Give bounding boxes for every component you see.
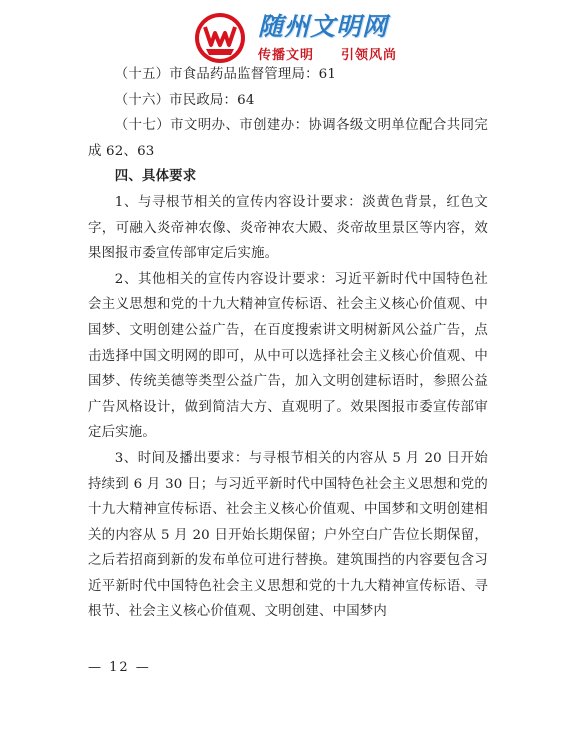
- site-slogan: 传播文明 引领风尚: [258, 48, 398, 63]
- paragraph: 1、与寻根节相关的宣传内容设计要求：淡黄色背景，红色文字，可融入炎帝神农像、炎帝神农大殿、炎帝故里景区等内容，效果图报市委宣传部审定后实施。: [88, 194, 488, 262]
- document-body: [88, 62, 488, 625]
- list-item: （十六）市民政局：64: [114, 92, 255, 108]
- list-item: （十五）市食品药品监督管理局：61: [114, 67, 337, 82]
- wenming-logo-icon: [193, 11, 247, 65]
- paragraph: 3、时间及播出要求：与寻根节相关的内容从 5 月 20 日开始持续到 6 月 30 日；与习近平新时代中国特色社会主义思想和党的十九大精神宣传标语、社会主义核心价值观、中国梦和文明创建相关的内容从 5 月 20 日开始长期保留；户外空白广告位长期保留，之后若招商到新的发布单位可进行替换。建筑围挡的内容要包含习近平新时代中国特色社会主义思想和党的十九大精神宣传标语、寻根节、社会主义核心价值观、文明创建、中国梦内: [88, 450, 488, 620]
- paragraph: 2、其他相关的宣传内容设计要求：习近平新时代中国特色社会主义思想和党的十九大精神宣传标语、社会主义核心价值观、中国梦、文明创建公益广告，在百度搜索讲文明树新风公益广告，点击选择中国文明网的即可，从中可以选择社会主义核心价值观、中国梦、传统美德等类型公益广告，加入文明创建标语时，参照公益广告风格设计，做到简洁大方、直观明了。效果图报市委宣传部审定后实施。: [88, 271, 488, 441]
- section-heading: 四、具体要求: [114, 169, 197, 185]
- list-item: （十七）市文明办、市创建办：协调各级文明单位配合共同完成 62、63: [88, 118, 488, 159]
- site-brand-name: 随州文明网: [258, 12, 389, 41]
- page-number: — 12 —: [88, 660, 151, 675]
- site-header: [0, 4, 571, 66]
